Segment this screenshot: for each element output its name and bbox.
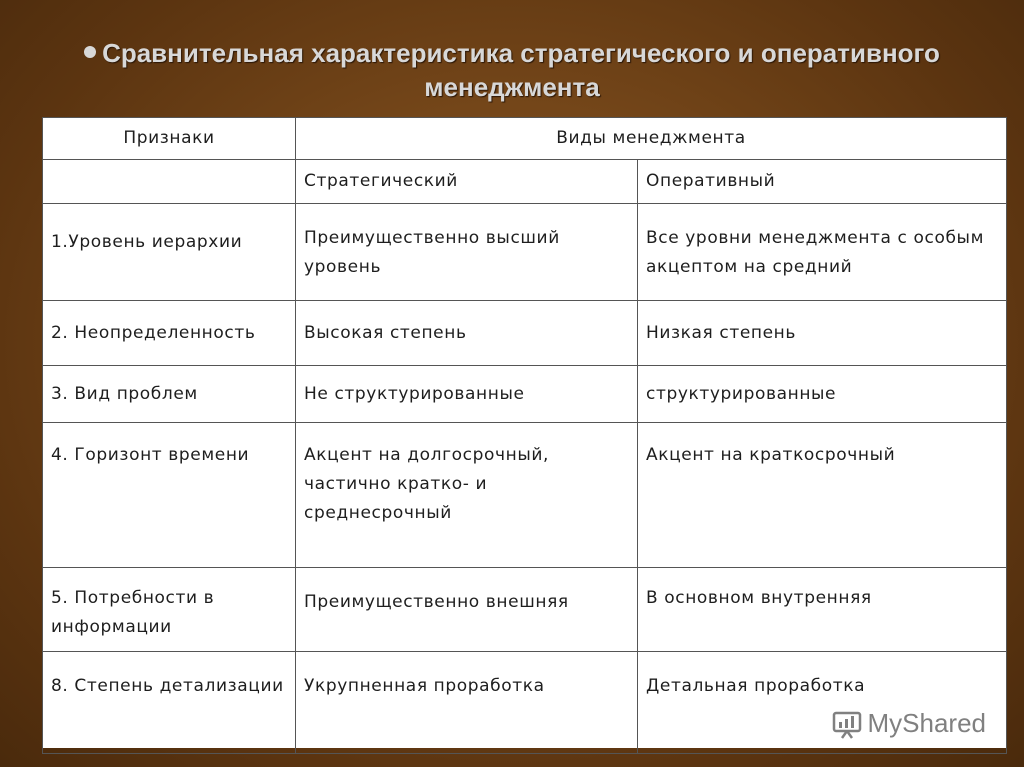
header-strategic: Стратегический — [296, 160, 638, 204]
comparison-table — [42, 117, 1007, 754]
header-empty-cell — [43, 160, 296, 204]
table-row — [43, 366, 1007, 423]
comparison-table-container — [42, 117, 1006, 748]
feature-cell: 3. Вид проблем — [43, 366, 296, 423]
table-subheader-row — [43, 160, 1007, 204]
myshared-logo-icon — [832, 709, 862, 739]
strategic-cell: Не структурированные — [296, 366, 638, 423]
strategic-cell: Высокая степень — [296, 301, 638, 366]
operative-cell: Все уровни менеджмента с особым акцептом на средний — [638, 204, 1007, 301]
strategic-cell: Преимущественно высший уровень — [296, 204, 638, 301]
operative-cell: В основном внутренняя — [638, 568, 1007, 652]
feature-cell: 4. Горизонт времени — [43, 423, 296, 568]
feature-cell: 8. Степень детализации — [43, 652, 296, 754]
feature-cell: 5. Потребности в информации — [43, 568, 296, 652]
table-row — [43, 301, 1007, 366]
slide-title-line2: менеджмента — [424, 72, 600, 102]
table-row — [43, 204, 1007, 301]
table-header-row — [43, 118, 1007, 160]
slide-title-line1: Сравнительная характеристика стратегического и оперативного — [102, 38, 940, 68]
watermark-text: MyShared — [867, 708, 986, 738]
table-row — [43, 423, 1007, 568]
feature-cell: 2. Неопределенность — [43, 301, 296, 366]
operative-cell: Детальная проработка — [638, 652, 1007, 754]
strategic-cell: Акцент на долгосрочный, частично кратко- и среднесрочный — [296, 423, 638, 568]
bullet-icon — [84, 46, 96, 58]
header-management-types: Виды менеджмента — [296, 118, 1007, 160]
table-row — [43, 568, 1007, 652]
header-features: Признаки — [43, 118, 296, 160]
operative-cell: Низкая степень — [638, 301, 1007, 366]
strategic-cell: Преимущественно внешняя — [296, 568, 638, 652]
watermark — [832, 708, 987, 739]
operative-cell: структурированные — [638, 366, 1007, 423]
strategic-cell: Укрупненная проработка — [296, 652, 638, 754]
slide-title — [0, 36, 1024, 104]
operative-cell: Акцент на краткосрочный — [638, 423, 1007, 568]
feature-cell: 1.Уровень иерархии — [43, 204, 296, 301]
header-operative: Оперативный — [638, 160, 1007, 204]
